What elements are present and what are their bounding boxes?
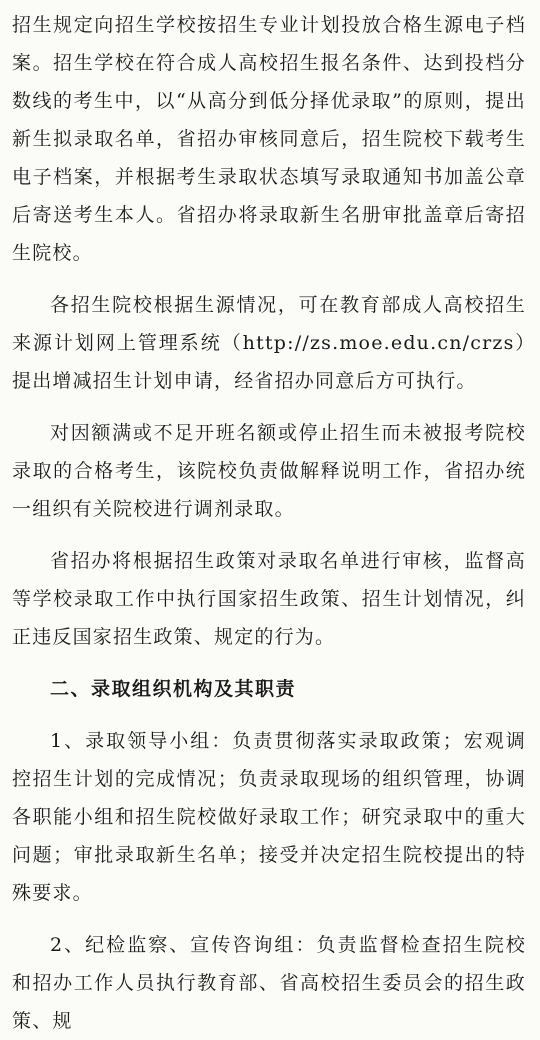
paragraph-admission-process: 招生规定向招生学校按招生专业计划投放合格生源电子档案。招生学校在符合成人高校招生报名条件、达到投档分数线的考生中，以“从高分到低分择优录取”的原则，提出新生拟录取名单，省招办审核同意后，招生院校下载考生电子档案，并根据考生录取状态填写录取通知书加盖公章后寄送考生本人。省招办将录取新生名册审批盖章后寄招生院校。	[12, 14, 526, 264]
paragraph-inspection-group: 2、纪检监察、宣传咨询组：负责监督检查招生院校和招办工作人员执行教育部、省高校招生委员会的招生政策、规	[12, 934, 526, 1032]
paragraph-leading-group: 1、录取领导小组：负责贯彻落实录取政策；宏观调控招生计划的完成情况；负责录取现场的组织管理，协调各职能小组和招生院校做好录取工作；研究录取中的重大问题；审批录取新生名单；接受并决定招生院校提出的特殊要求。	[12, 730, 526, 904]
paragraph-plan-adjustment: 各招生院校根据生源情况，可在教育部成人高校招生来源计划网上管理系统（http://zs.moe.edu.cn/crzs）提出增减招生计划申请，经省招办同意后方可执行。	[12, 294, 526, 392]
paragraph-transfer-admission: 对因额满或不足开班名额或停止招生而未被报考院校录取的合格考生，该院校负责做解释说明工作，省招办统一组织有关院校进行调剂录取。	[12, 422, 526, 520]
section-heading: 二、录取组织机构及其职责	[50, 678, 297, 700]
paragraph-supervision: 省招办将根据招生政策对录取名单进行审核，监督高等学校录取工作中执行国家招生政策、招生计划情况，纠正违反国家招生政策、规定的行为。	[12, 550, 526, 648]
